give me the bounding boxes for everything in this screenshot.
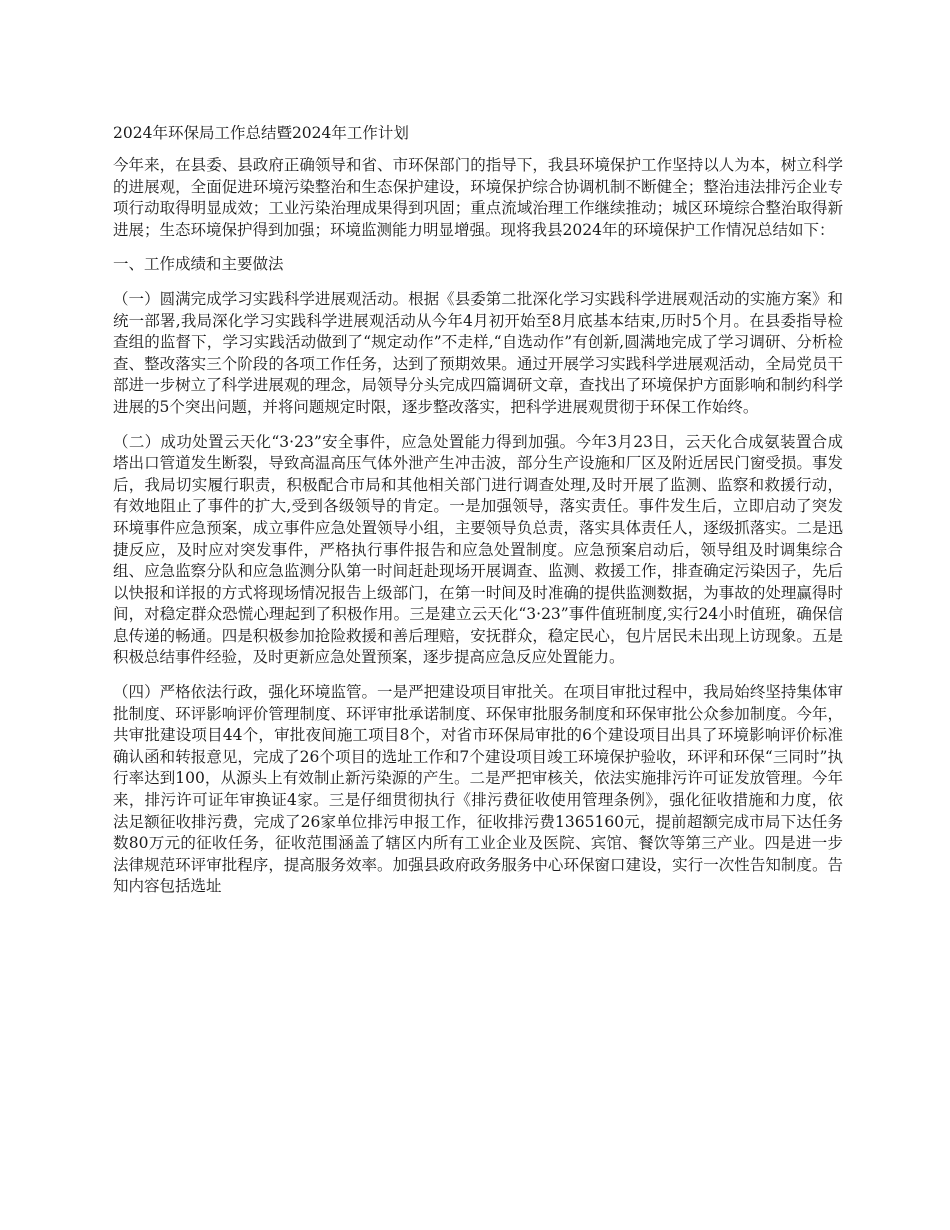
paragraph-study-activity: （一）圆满完成学习实践科学进展观活动。根据《县委第二批深化学习实践科学进展观活动的实施方案》和统一部署,我局深化学习实践科学进展观活动从今年4月初开始至8月底基本结束,历时5个月。在县委指导检查组的监督下，学习实践活动做到了“规定动作”不走样,“自选动作”有创新,圆满地完成了学习调研、分析检查、整改落实三个阶段的各项工作任务，达到了预期效果。通过开展学习实践科学进展观活动，全局党员干部进一步树立了科学进展观的理念，局领导分头完成四篇调研文章，查找出了环境保护方面影响和制约科学进展的5个突出问题，并将问题规定时限，逐步整改落实，把科学进展观贯彻于环保工作始终。	[113, 289, 843, 416]
document-page	[113, 122, 843, 911]
paragraph-incident-response: （二）成功处置云天化“3·23”安全事件，应急处置能力得到加强。今年3月23日，云天化合成氨装置合成塔出口管道发生断裂，导致高温高压气体外泄产生冲击波，部分生产设施和厂区及附近居民门窗受损。事发后，我局切实履行职责，积极配合市局和其他相关部门进行调查处理,及时开展了监测、监察和救援行动，有效地阻止了事件的扩大,受到各级领导的肯定。一是加强领导，落实责任。事件发生后，立即启动了突发环境事件应急预案，成立事件应急处置领导小组，主要领导负总责，落实具体责任人，逐级抓落实。二是迅捷反应，及时应对突发事件，严格执行事件报告和应急处置制度。应急预案启动后，领导组及时调集综合组、应急监察分队和应急监测分队第一时间赶赴现场开展调查、监测、救援工作，排查确定污染因子，先后以快报和详报的方式将现场情况报告上级部门，在第一时间及时准确的提供监测数据，为事故的处理赢得时间，对稳定群众恐慌心理起到了积极作用。三是建立云天化“3·23”事件值班制度,实行24小时值班，确保信息传递的畅通。四是积极参加抢险救援和善后理赔，安抚群众，稳定民心，包片居民未出现上访现象。五是积极总结事件经验，及时更新应急处置预案，逐步提高应急反应处置能力。	[113, 432, 843, 667]
intro-paragraph: 今年来，在县委、县政府正确领导和省、市环保部门的指导下，我县环境保护工作坚持以人为本，树立科学的进展观，全面促进环境污染整治和生态保护建设，环境保护综合协调机制不断健全；整治违法排污企业专项行动取得明显成效；工业污染治理成果得到巩固；重点流域治理工作继续推动；城区环境综合整治取得新进展；生态环境保护得到加强；环境监测能力明显增强。现将我县2024年的环境保护工作情况总结如下：	[113, 156, 843, 239]
section-heading: 一、工作成绩和主要做法	[113, 255, 284, 274]
paragraph-regulation: （四）严格依法行政，强化环境监管。一是严把建设项目审批关。在项目审批过程中，我局始终坚持集体审批制度、环评影响评价管理制度、环评审批承诺制度、环保审批服务制度和环保审批公众参加制度。今年，共审批建设项目44个，审批夜间施工项目8个，对省市环保局审批的6个建设项目出具了环境影响评价标准确认函和转报意见，完成了26个项目的选址工作和7个建设项目竣工环境保护验收，环评和环保“三同时”执行率达到100，从源头上有效制止新污染源的产生。二是严把审核关，依法实施排污许可证发放管理。今年来，排污许可证年审换证4家。三是仔细贯彻执行《排污费征收使用管理条例》，强化征收措施和力度，依法足额征收排污费，完成了26家单位排污申报工作，征收排污费1365160元，提前超额完成市局下达任务数80万元的征收任务，征收范围涵盖了辖区内所有工业企业及医院、宾馆、餐饮等第三产业。四是进一步法律规范环评审批程序，提高服务效率。加强县政府政务服务中心环保窗口建设，实行一次性告知制度。告知内容包括选址	[113, 683, 843, 896]
document-title: 2024年环保局工作总结暨2024年工作计划	[113, 124, 409, 142]
